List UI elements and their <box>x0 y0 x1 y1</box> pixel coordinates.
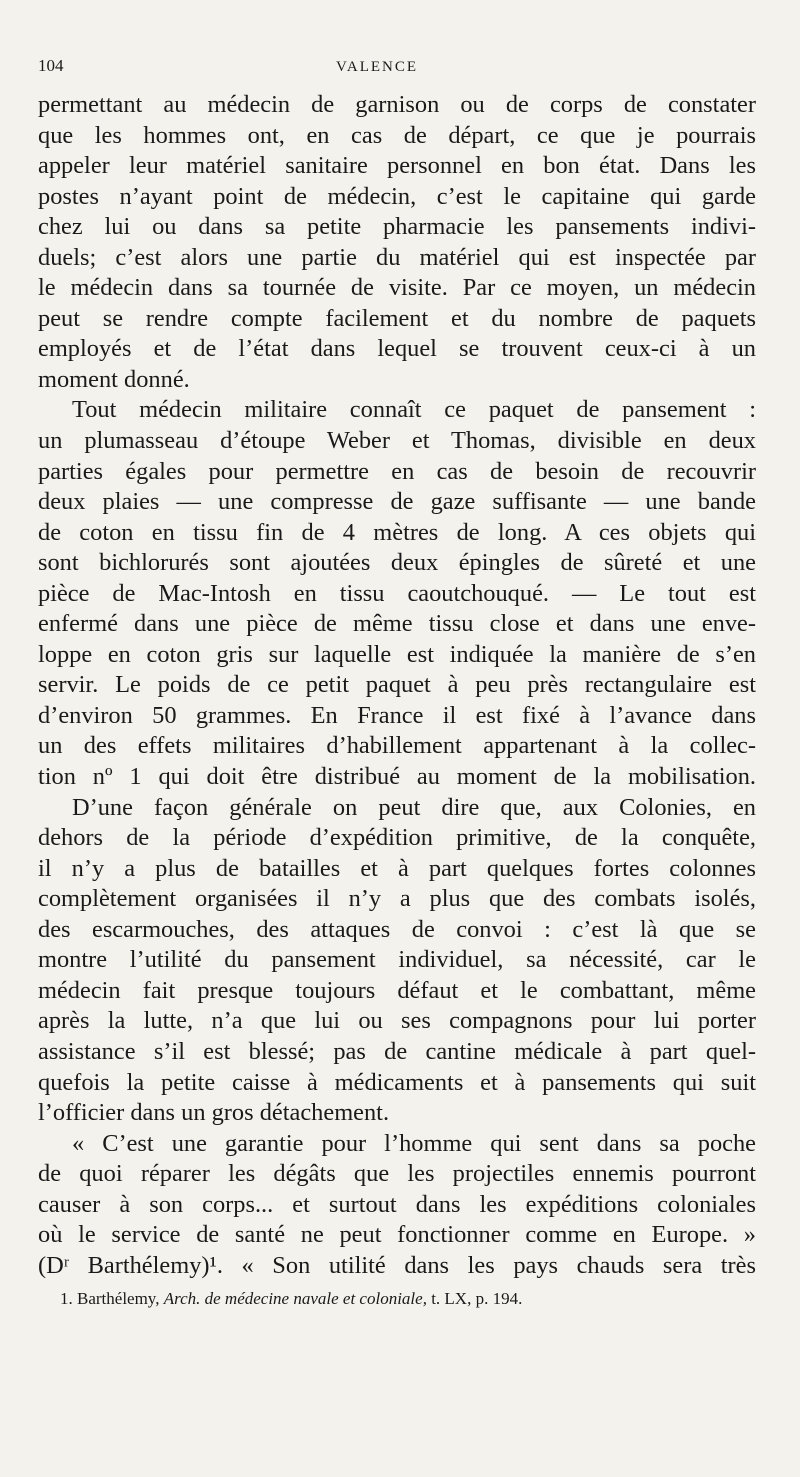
text-line: causer à son corps... et surtout dans les expéditions coloniales <box>38 1190 756 1218</box>
text-line: après la lutte, n’a que lui ou ses compagnons pour lui porter <box>38 1007 756 1035</box>
text-line: employés et de l’état dans lequel se trouvent ceux-ci à un <box>38 335 756 363</box>
text-line: permettant au médecin de garnison ou de corps de constater <box>38 91 756 118</box>
text-line: parties égales pour permettre en cas de besoin de recouvrir <box>38 457 756 485</box>
text-line: que les hommes ont, en cas de départ, ce que je pourrais <box>38 121 756 149</box>
text-line: assistance s’il est blessé; pas de cantine médicale à part quel- <box>38 1037 756 1065</box>
text-line: servir. Le poids de ce petit paquet à peu près rectangulaire est <box>38 671 756 699</box>
text-line: moment donné. <box>38 365 190 393</box>
footnote <box>38 1289 756 1309</box>
text-line: de coton en tissu fin de 4 mètres de long. A ces objets qui <box>38 518 756 546</box>
text-line: D’une façon générale on peut dire que, aux Colonies, en <box>72 793 756 821</box>
text-line: chez lui ou dans sa petite pharmacie les pansements indivi- <box>38 213 756 241</box>
text-line: il n’y a plus de batailles et à part quelques fortes colonnes <box>38 854 756 882</box>
text-line: « C’est une garantie pour l’homme qui sent dans sa poche <box>72 1129 756 1157</box>
text-line: deux plaies — une compresse de gaze suffisante — une bande <box>38 488 756 516</box>
book-page <box>38 56 756 1309</box>
running-header <box>38 56 756 86</box>
text-line: dehors de la période d’expédition primitive, de la conquête, <box>38 824 756 852</box>
text-line: médecin fait presque toujours défaut et le combattant, même <box>38 976 756 1004</box>
text-line: duels; c’est alors une partie du matériel qui est inspectée par <box>38 243 756 271</box>
page-number: 104 <box>38 56 64 75</box>
text-line: peut se rendre compte facilement et du nombre de paquets <box>38 304 756 332</box>
footnote-lead: 1. Barthélemy, <box>60 1289 160 1309</box>
footnote-source: Arch. de médecine navale et coloniale, <box>163 1289 427 1309</box>
text-line: quefois la petite caisse à médicaments et à pansements qui suit <box>38 1068 756 1096</box>
text-line: postes n’ayant point de médecin, c’est le capitaine qui garde <box>38 182 756 210</box>
text-line: pièce de Mac-Intosh en tissu caoutchouqué. — Le tout est <box>38 579 756 607</box>
footnote-ref: t. LX, p. 194. <box>431 1289 523 1309</box>
text-line: enfermé dans une pièce de même tissu close et dans une enve- <box>38 610 756 638</box>
text-line: (Dʳ Barthélemy)¹. « Son utilité dans les pays chauds sera très <box>38 1251 756 1279</box>
text-line: un plumasseau d’étoupe Weber et Thomas, divisible en deux <box>38 427 756 455</box>
text-line: des escarmouches, des attaques de convoi : c’est là que se <box>38 915 756 943</box>
text-line: le médecin dans sa tournée de visite. Par ce moyen, un médecin <box>38 274 756 302</box>
text-line: montre l’utilité du pansement individuel, sa nécessité, car le <box>38 946 756 974</box>
text-line: sont bichlorurés sont ajoutées deux épingles de sûreté et une <box>38 549 756 577</box>
text-line: un des effets militaires d’habillement appartenant à la collec- <box>38 732 756 760</box>
running-title: VALENCE <box>335 59 419 75</box>
text-line: l’officier dans un gros détachement. <box>38 1099 390 1127</box>
text-line: tion nº 1 qui doit être distribué au moment de la mobilisation. <box>38 763 756 791</box>
text-line: appeler leur matériel sanitaire personnel en bon état. Dans les <box>38 152 756 180</box>
text-line: où le service de santé ne peut fonctionner comme en Europe. » <box>38 1221 756 1249</box>
text-line: d’environ 50 grammes. En France il est fixé à l’avance dans <box>38 701 756 729</box>
text-line: de quoi réparer les dégâts que les projectiles ennemis pourront <box>38 1160 756 1188</box>
text-line: complètement organisées il n’y a plus que des combats isolés, <box>38 885 756 913</box>
text-line: loppe en coton gris sur laquelle est indiquée la manière de s’en <box>38 640 756 668</box>
body-text <box>38 90 756 1281</box>
text-line: Tout médecin militaire connaît ce paquet de pansement : <box>72 396 756 424</box>
